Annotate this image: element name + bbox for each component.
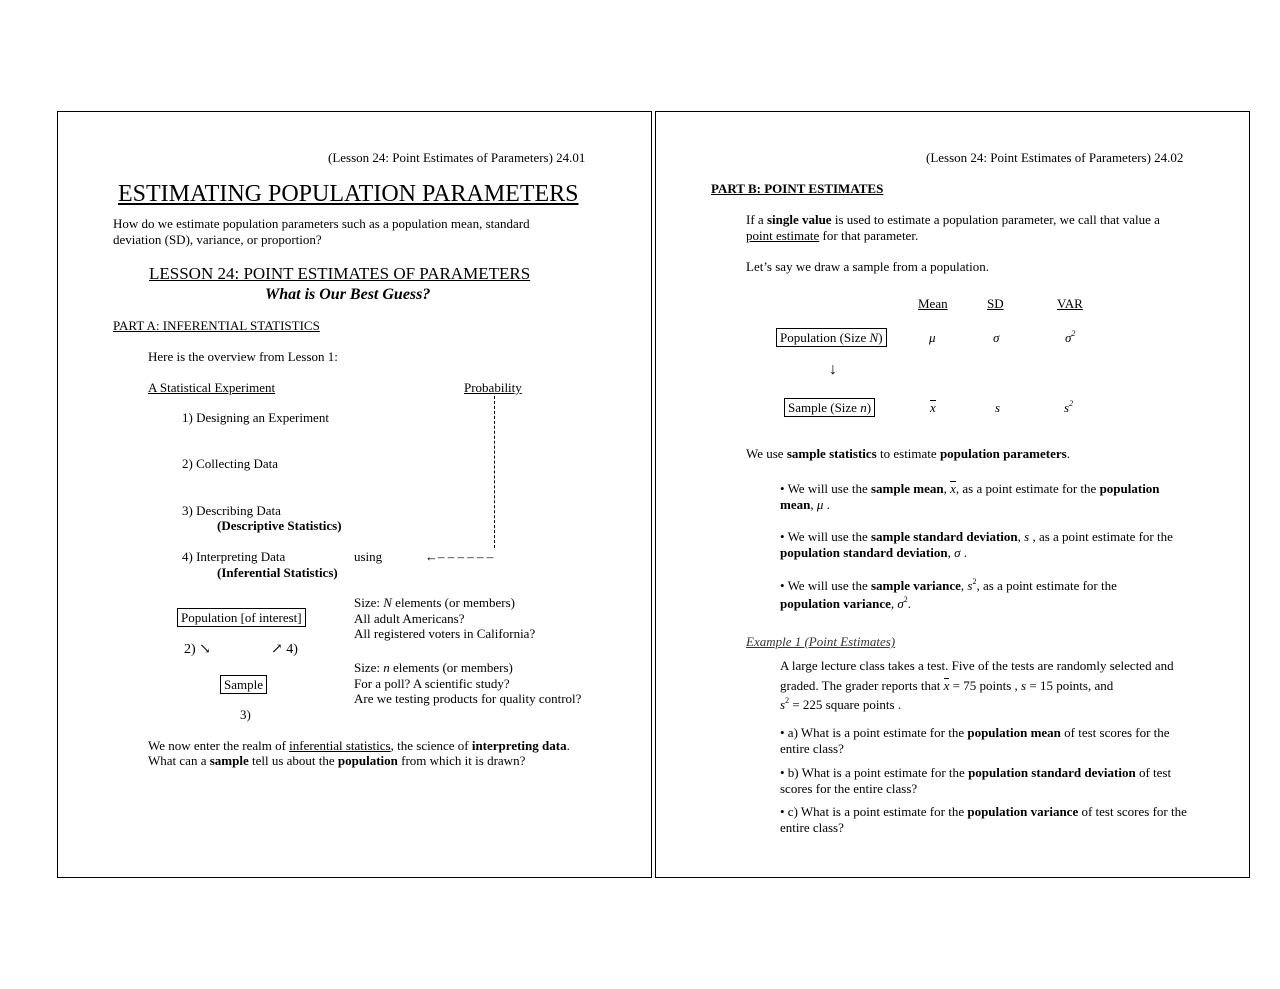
population-size: Size: N elements (or members)	[354, 595, 516, 610]
arrow-2: 2) ↘	[184, 642, 211, 657]
step-3-note: (Descriptive Statistics)	[217, 518, 342, 533]
sample-row-box: Sample (Size n)	[784, 398, 875, 417]
bullet-sample-variance: • We will use the sample variance, $s^2$, as a point estimate for the	[780, 577, 1117, 593]
overview-text: Here is the overview from Lesson 1:	[148, 349, 338, 364]
probability-dashed-line	[494, 396, 495, 548]
question-b: • b) What is a point estimate for the population standard deviation of test scores for the entire class?	[780, 765, 1172, 796]
question-a: • a) What is a point estimate for the population mean of test scores for the entire class?	[780, 725, 1170, 756]
down-arrow: ↓	[829, 361, 837, 378]
part-a-heading: PART A: INFERENTIAL STATISTICS	[113, 318, 320, 333]
intro-text: How do we estimate population parameters such as a population mean, standard deviation (SD), variance, or proportion?	[113, 216, 530, 247]
sample-box: Sample	[220, 675, 267, 694]
lesson-title: LESSON 24: POINT ESTIMATES OF PARAMETERS	[149, 264, 531, 283]
probability-heading: Probability	[464, 380, 522, 395]
definition-line-1: If a single value is used to estimate a population parameter, we call that value a	[746, 212, 1160, 227]
step-2: 2) Collecting Data	[182, 456, 279, 471]
definition-line-2: point estimate for that parameter.	[746, 228, 919, 243]
question-c: • c) What is a point estimate for the population variance of test scores for the entire class?	[780, 804, 1187, 835]
step-1: 1) Designing an Experiment	[182, 410, 329, 425]
step-4-note: (Inferential Statistics)	[217, 565, 338, 580]
using-label: using	[354, 549, 383, 564]
page-24-02	[655, 111, 1250, 878]
draw-sample-text: Let’s say we draw a sample from a population.	[746, 259, 989, 274]
sample-var-symbol: $s^2$	[1064, 399, 1074, 415]
bullet-sample-sd: • We will use the sample standard deviation, s , as a point estimate for the	[780, 529, 1173, 544]
population-sd-symbol: σ	[993, 330, 1000, 345]
bullet-sample-mean: • We will use the sample mean, x, as a point estimate for the population	[780, 481, 1160, 496]
example-line-2: graded. The grader reports that x = 75 points , s = 15 points, and	[780, 678, 1114, 693]
example-line-3: $s^2 = 225$ square points .	[780, 696, 902, 712]
population-row-box: Population (Size N)	[776, 328, 887, 347]
closing-line-2: What can a sample tell us about the population from which it is drawn?	[148, 753, 526, 768]
experiment-heading: A Statistical Experiment	[148, 380, 276, 395]
population-example-1: All adult Americans?	[354, 611, 465, 626]
column-mean: Mean	[918, 296, 948, 311]
sample-example-1: For a poll? A scientific study?	[354, 676, 510, 691]
column-sd: SD	[987, 296, 1004, 311]
sample-size: Size: n elements (or members)	[354, 660, 513, 675]
step-3: 3) Describing Data	[182, 503, 281, 518]
bullet-sample-sd-line-2: population standard deviation, σ .	[780, 545, 968, 560]
bullet-sample-mean-line-2: mean, μ .	[780, 497, 830, 512]
step-4: 4) Interpreting Data	[182, 549, 286, 564]
example-line-1: A large lecture class takes a test. Five of the tests are randomly selected and	[780, 658, 1174, 673]
column-var: VAR	[1057, 296, 1083, 311]
example-title: Example 1 (Point Estimates)	[746, 634, 896, 649]
page-header: (Lesson 24: Point Estimates of Parameters) 24.01	[328, 150, 586, 165]
population-example-2: All registered voters in California?	[354, 626, 536, 641]
arrow-4: ↗ 4)	[271, 642, 298, 657]
population-var-symbol: $\sigma^2$	[1065, 329, 1076, 345]
label-3: 3)	[240, 707, 251, 722]
main-title: ESTIMATING POPULATION PARAMETERS	[118, 181, 579, 207]
sample-example-2: Are we testing products for quality control?	[354, 691, 582, 706]
sample-mean-symbol: x	[930, 400, 936, 415]
population-box: Population [of interest]	[177, 608, 306, 627]
page-24-01	[57, 111, 652, 878]
sample-sd-symbol: s	[995, 400, 1001, 415]
closing-line-1: We now enter the realm of inferential statistics, the science of interpreting data.	[148, 738, 570, 753]
lesson-subtitle: What is Our Best Guess?	[265, 286, 431, 303]
page-header: (Lesson 24: Point Estimates of Parameters) 24.02	[926, 150, 1184, 165]
part-b-heading: PART B: POINT ESTIMATES	[711, 181, 884, 196]
population-mean-symbol: μ	[929, 330, 936, 345]
using-arrow: ←– – – – – –	[425, 549, 494, 564]
bullet-sample-variance-line-2: population variance, $\sigma^2$.	[780, 595, 912, 611]
use-statistics-text: We use sample statistics to estimate population parameters.	[746, 446, 1070, 461]
